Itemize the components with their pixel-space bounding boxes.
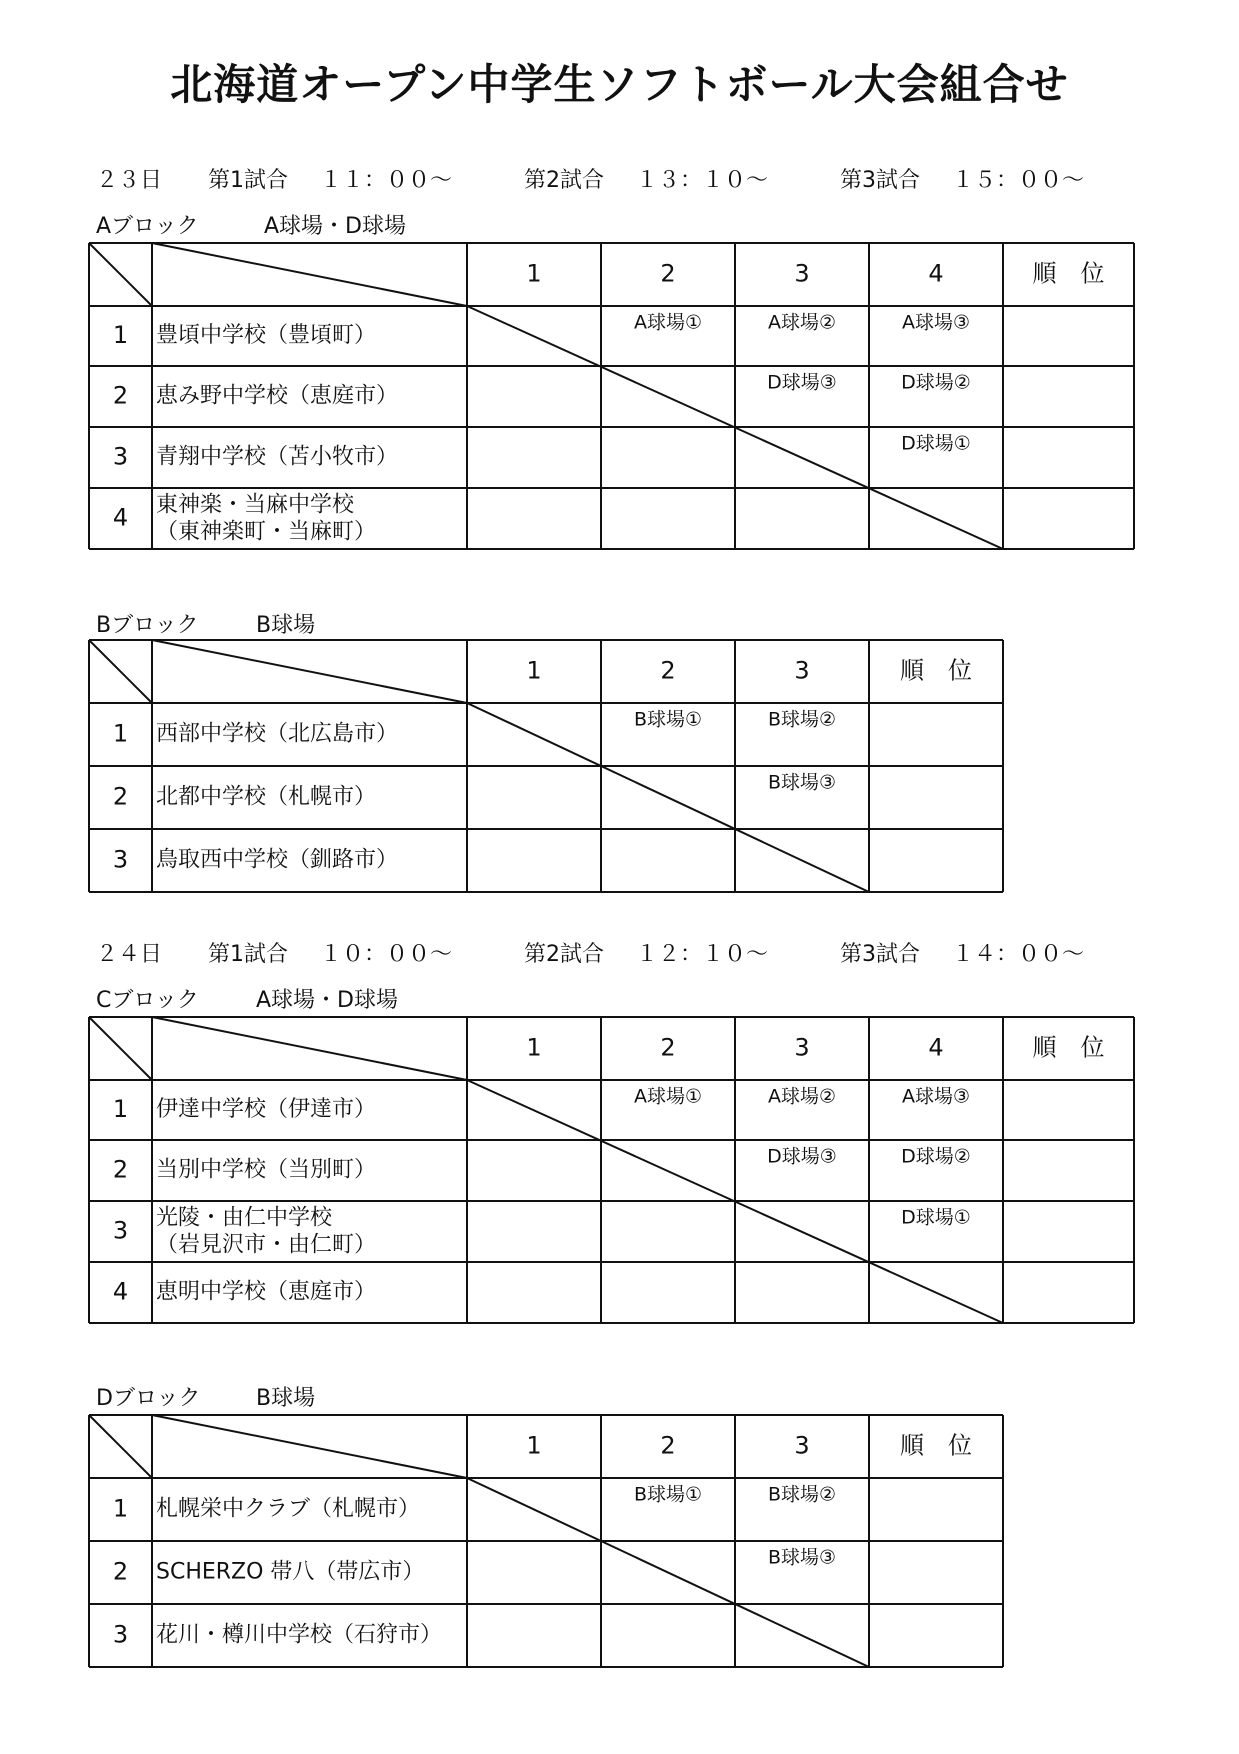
- block-venue: B球場: [256, 1386, 316, 1411]
- column-header-2: 2: [660, 1033, 676, 1062]
- block-d-label: [96, 1381, 316, 1456]
- column-header-2: 2: [660, 1431, 676, 1460]
- court-assignment: D球場①: [901, 1206, 971, 1229]
- court-assignment: D球場③: [767, 371, 837, 394]
- team-name: 恵明中学校（恵庭市）: [156, 1279, 377, 1305]
- team-number: 3: [112, 1216, 129, 1245]
- block-name: Dブロック: [96, 1386, 201, 1411]
- team-number: 2: [112, 1557, 129, 1586]
- game-2-label: 第2試合: [524, 168, 604, 193]
- block-name: Cブロック: [96, 988, 199, 1013]
- game-3-label: 第3試合: [840, 942, 920, 967]
- court-assignment: B球場②: [767, 708, 837, 731]
- column-header-4: 4: [928, 259, 944, 288]
- game-2-label: 第2試合: [524, 942, 604, 967]
- court-assignment: A球場③: [901, 1085, 971, 1108]
- court-assignment: D球場②: [901, 371, 971, 394]
- court-assignment: D球場②: [901, 1145, 971, 1168]
- column-header-1: 1: [526, 259, 542, 288]
- court-assignment: A球場②: [767, 1085, 837, 1108]
- team-name: 花川・樽川中学校（石狩市）: [156, 1622, 443, 1648]
- column-header-1: 1: [526, 1431, 542, 1460]
- game-1-label: 第1試合: [208, 168, 288, 193]
- main-diagonal: [467, 1478, 869, 1667]
- game-1-label: 第1試合: [208, 942, 288, 967]
- game-3-time: １５：００～: [952, 168, 1085, 193]
- team-name: 当別中学校（当別町）: [156, 1157, 377, 1183]
- game-1-time: １０：００～: [320, 942, 453, 967]
- rank-header: 順 位: [1032, 1033, 1105, 1062]
- team-number: 1: [112, 1494, 129, 1523]
- column-header-4: 4: [928, 1033, 944, 1062]
- court-assignment: B球場①: [633, 1483, 703, 1506]
- column-header-3: 3: [794, 1033, 810, 1062]
- court-assignment: A球場①: [633, 311, 703, 334]
- court-assignment: B球場②: [767, 1483, 837, 1506]
- block-venue: A球場・D球場: [256, 988, 398, 1013]
- team-number: 2: [112, 782, 129, 811]
- team-number: 4: [112, 1277, 129, 1306]
- court-assignment: D球場③: [767, 1145, 837, 1168]
- team-name-sub: （東神楽町・当麻町）: [156, 519, 377, 545]
- block-b-label: [96, 608, 316, 683]
- team-number: 1: [112, 1095, 129, 1123]
- corner-diagonal: [89, 243, 152, 306]
- court-assignment: B球場③: [767, 771, 837, 794]
- game-2-time: １３：１０～: [636, 168, 769, 193]
- schedule-date: ２４日: [96, 942, 163, 967]
- header-diagonal: [152, 1017, 467, 1080]
- court-assignment: B球場①: [633, 708, 703, 731]
- game-2-time: １２：１０～: [636, 942, 769, 967]
- team-name: 札幌栄中クラブ（札幌市）: [156, 1496, 421, 1522]
- game-3-label: 第3試合: [840, 168, 920, 193]
- team-name: 恵み野中学校（恵庭市）: [156, 383, 399, 409]
- team-name: 豊頃中学校（豊頃町）: [156, 323, 377, 348]
- game-1-time: １１：００～: [320, 168, 453, 193]
- team-name: 北都中学校（札幌市）: [156, 784, 377, 810]
- main-diagonal: [467, 703, 869, 892]
- header-diagonal: [152, 243, 467, 306]
- team-number: 3: [112, 442, 129, 471]
- block-venue: A球場・D球場: [264, 214, 406, 239]
- court-assignment: A球場③: [901, 311, 971, 334]
- court-assignment: A球場①: [633, 1085, 703, 1108]
- team-name: 東神楽・当麻中学校: [156, 492, 355, 518]
- page-title: 北海道オープン中学生ソフトボール大会組合せ: [170, 60, 1069, 109]
- block-c-label: [96, 983, 398, 1058]
- court-assignment: A球場②: [767, 311, 837, 334]
- team-name: 西部中学校（北広島市）: [156, 721, 399, 747]
- court-assignment: B球場③: [767, 1546, 837, 1569]
- rank-header: 順 位: [1032, 259, 1105, 288]
- team-name: 青翔中学校（苫小牧市）: [156, 444, 399, 470]
- team-name-sub: （岩見沢市・由仁町）: [156, 1232, 377, 1258]
- rank-header: 順 位: [900, 1431, 972, 1460]
- block-venue: B球場: [256, 613, 316, 638]
- column-header-2: 2: [660, 259, 676, 288]
- column-header-3: 3: [794, 656, 810, 685]
- block-name: Bブロック: [96, 613, 199, 638]
- court-assignment: D球場①: [901, 432, 971, 455]
- header-diagonal: [152, 640, 467, 703]
- block-name: Aブロック: [96, 214, 199, 239]
- team-name: 伊達中学校（伊達市）: [156, 1097, 377, 1122]
- team-name: 光陵・由仁中学校: [156, 1205, 333, 1231]
- schedule-date: ２３日: [96, 168, 163, 193]
- team-name: 鳥取西中学校（釧路市）: [156, 847, 399, 873]
- team-number: 3: [112, 845, 129, 874]
- team-number: 2: [112, 381, 129, 410]
- team-number: 4: [112, 503, 129, 532]
- team-number: 3: [112, 1620, 129, 1649]
- header-diagonal: [152, 1415, 467, 1478]
- team-number: 1: [112, 719, 129, 748]
- team-number: 1: [112, 321, 129, 349]
- column-header-3: 3: [794, 259, 810, 288]
- column-header-3: 3: [794, 1431, 810, 1460]
- column-header-1: 1: [526, 656, 542, 685]
- column-header-1: 1: [526, 1033, 542, 1062]
- game-3-time: １４：００～: [952, 942, 1085, 967]
- column-header-2: 2: [660, 656, 676, 685]
- team-number: 2: [112, 1155, 129, 1184]
- team-name: SCHERZO 帯八（帯広市）: [156, 1559, 425, 1585]
- rank-header: 順 位: [900, 656, 972, 685]
